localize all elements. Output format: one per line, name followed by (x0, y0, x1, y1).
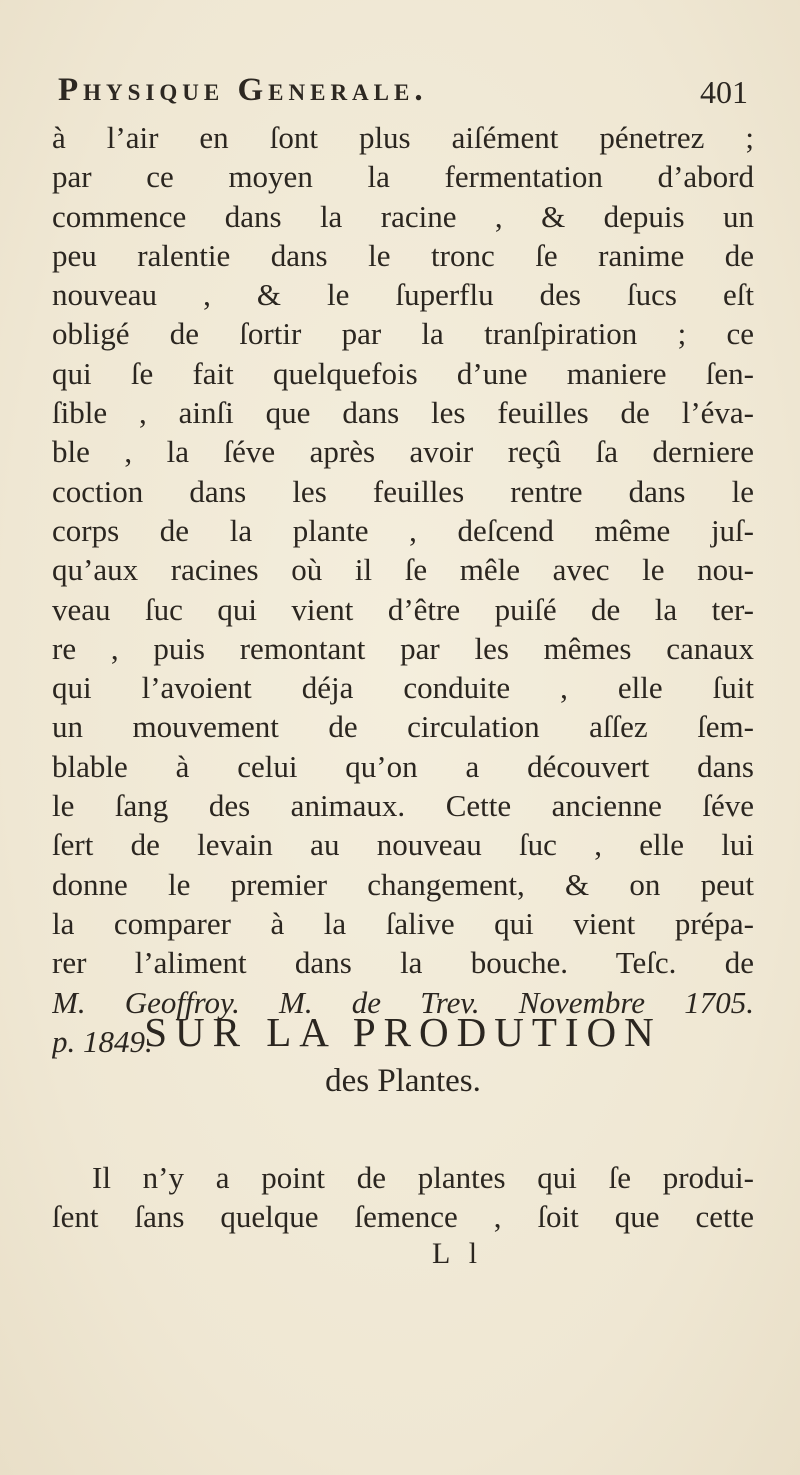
running-head (58, 68, 748, 118)
text-line: veau ſuc qui vient d’être puiſé de la ter- (52, 591, 754, 627)
text-line: ſible , ainſi que dans les feuilles de l’éva- (52, 395, 754, 431)
text-line: blable à celui qu’on a découvert dans (52, 748, 754, 784)
text-line: commence dans la racine , & depuis un (52, 198, 754, 234)
text-line: qui l’avoient déja conduite , elle ſuit (52, 670, 754, 706)
reference-line: p. 1849. (52, 1023, 153, 1059)
text-line: qu’aux racines où il ſe mêle avec le nou- (52, 552, 754, 588)
section-paragraph (52, 1158, 754, 1237)
text-line: corps de la plante , deſcend même juſ- (52, 512, 754, 548)
text-line: peu ralentie dans le tronc ſe ranime de (52, 237, 754, 273)
text-line: un mouvement de circulation aſſez ſem- (52, 709, 754, 745)
section-subtitle: des Plantes. (325, 1063, 481, 1099)
text-line: ſert de levain au nouveau ſuc , elle lui (52, 827, 754, 863)
text-line: à l’air en ſont plus aiſément pénetrez ; (52, 120, 754, 155)
text-line: Il n’y a point de plantes qui ſe produi- (92, 1160, 754, 1195)
text-line: le ſang des animaux. Cette ancienne ſéve (52, 788, 754, 824)
signature-mark: L l (432, 1237, 484, 1270)
text-line: coction dans les feuilles rentre dans le (52, 473, 754, 509)
text-line: par ce moyen la fermentation d’abord (52, 159, 754, 195)
running-title: Physique Generale. (58, 72, 428, 108)
text-line: donne le premier changement, & on peut (52, 866, 754, 902)
text-line: ſent ſans quelque ſemence , ſoit que cette (52, 1199, 754, 1235)
reference-line: M. Geoffroy. M. de Trev. Novembre 1705. (52, 984, 754, 1020)
body-paragraph (52, 118, 754, 1061)
text-line: nouveau , & le ſuperflu des ſucs eſt (52, 277, 754, 313)
text-line: re , puis remontant par les mêmes canaux (52, 630, 754, 666)
page-number: 401 (700, 74, 748, 110)
section-title: SUR LA PRODUTION (144, 1009, 662, 1055)
text-line: obligé de ſortir par la tranſpiration ; ce (52, 316, 754, 352)
text-line: rer l’aliment dans la bouche. Teſc. de (52, 945, 754, 981)
text-line: la comparer à la ſalive qui vient prépa- (52, 905, 754, 941)
text-line: qui ſe fait quelquefois d’une maniere ſen- (52, 355, 754, 391)
text-line: ble , la ſéve après avoir reçû ſa derniere (52, 434, 754, 470)
